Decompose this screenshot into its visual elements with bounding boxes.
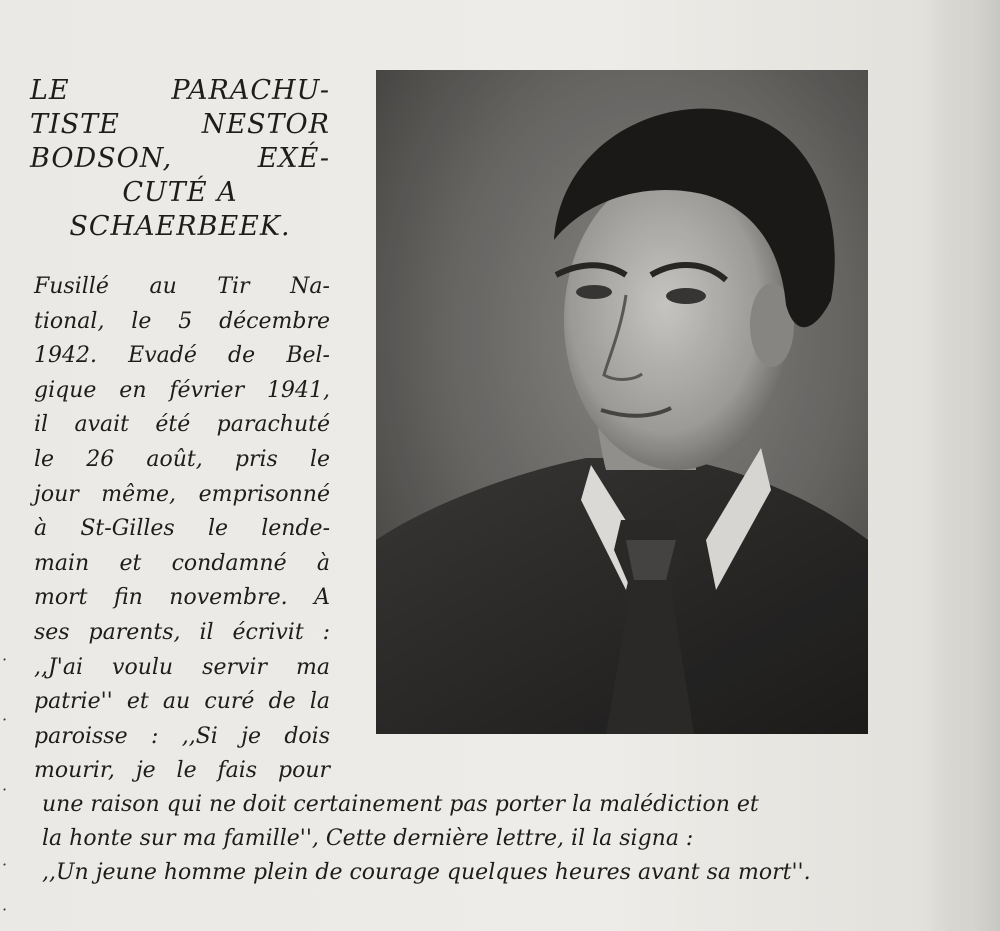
text-line: à St-Gilles le lende- <box>34 516 330 542</box>
text-line: ses parents, il écrivit : <box>34 619 330 645</box>
text-line: main et condamné à <box>34 550 330 576</box>
text-line: mort fin novembre. A <box>34 585 330 611</box>
text-line: patrie'' et au curé de la <box>34 689 330 715</box>
text-line: ,,Un jeune homme plein de courage quelques heures avant sa mort''. <box>42 860 811 885</box>
page-edge-shadow <box>930 0 1000 931</box>
text-line: 1942. Evadé de Bel- <box>34 343 330 369</box>
text-line: mourir, je le fais pour <box>34 758 330 784</box>
caption-line: LE PARACHU- <box>30 75 330 106</box>
text-line: la honte sur ma famille'', Cette dernière lettre, il la signa : <box>42 826 694 851</box>
text-line: il avait été parachuté <box>34 412 330 438</box>
body-text-wide <box>42 788 892 890</box>
portrait-photo <box>376 70 868 734</box>
text-line: une raison qui ne doit certainement pas porter la malédiction et <box>42 792 759 817</box>
text-line: tional, le 5 décembre <box>34 308 330 334</box>
caption-line: TISTE NESTOR <box>30 109 330 140</box>
text-line: ,,J'ai voulu servir ma <box>34 654 330 680</box>
text-line: le 26 août, pris le <box>34 446 330 472</box>
text-line: gique en février 1941, <box>34 377 330 403</box>
photo-caption-title <box>30 74 330 244</box>
caption-line: SCHAERBEEK. <box>69 211 291 242</box>
body-text-column <box>34 270 330 789</box>
caption-line: CUTÉ A <box>122 177 238 208</box>
margin-bleed-through: · · · · · <box>2 650 8 919</box>
caption-line: BODSON, EXÉ- <box>30 143 330 174</box>
portrait-illustration <box>376 70 868 734</box>
text-line: paroisse : ,,Si je dois <box>34 723 330 749</box>
text-line: jour même, emprisonné <box>34 481 330 507</box>
text-line: Fusillé au Tir Na- <box>34 274 330 299</box>
